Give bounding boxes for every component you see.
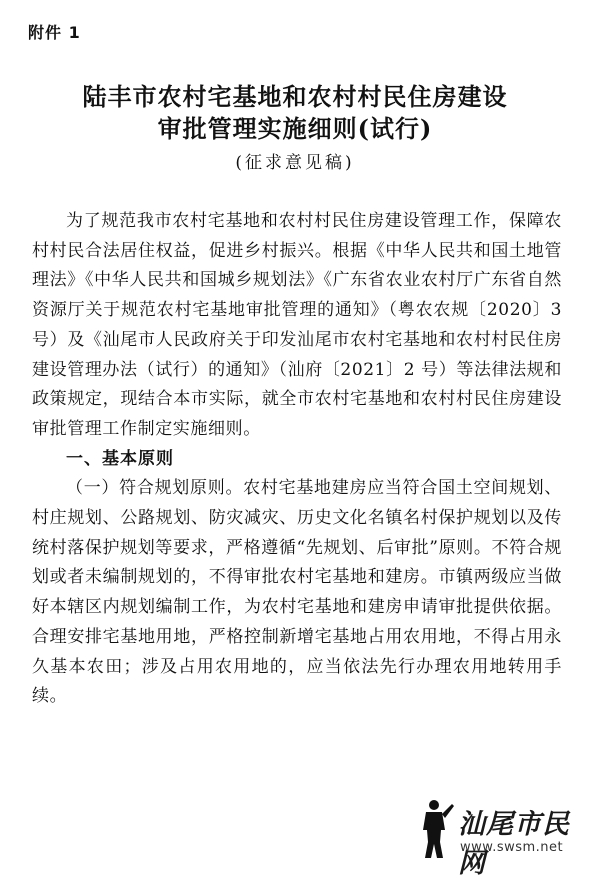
document-title-line-1: 陆丰市农村宅基地和农村村民住房建设 <box>82 82 508 111</box>
document-body <box>32 207 562 712</box>
document-title-line-2: 审批管理实施细则(试行) <box>157 114 433 143</box>
section-paragraph: （一）符合规划原则。农村宅基地建房应当符合国土空间规划、村庄规划、公路规划、防灾减灾、历史文化名镇名村保护规划以及传统村落保护规划等要求，严格遵循“先规划、后审批”原则。不符合规划或者未编制规划的，不得审批农村宅基地和建房。市镇两级应当做好本辖区内规划编制工作，为农村宅基地和建房申请审批提供依据。合理安排宅基地用地，严格控制新增宅基地占用农用地，不得占用永久基本农田；涉及占用农用地的，应当依法先行办理农用地转用手续。 <box>32 478 562 707</box>
watermark-logo-text: 汕尾市民网 <box>458 809 570 879</box>
intro-paragraph: 为了规范我市农村宅基地和农村村民住房建设管理工作，保障农村村民合法居住权益，促进乡村振兴。根据《中华人民共和国土地管理法》《中华人民共和国城乡规划法》《广东省农业农村厅广东省自然资源厅关于规范农村宅基地审批管理的通知》（粤农农规〔2020〕3 号）及《汕尾市人民政府关于印发汕尾市农村宅基地和农村村民住房建设管理办法（试行）的通知》（汕府〔2021〕2 号）等法律法规和政策规定，现结合本市实际，就全市农村宅基地和农村村民住房建设审批管理工作制定实施细则。 <box>32 211 562 439</box>
figure-silhouette-icon <box>414 798 458 860</box>
watermark-url: www.swsm.net <box>460 840 564 855</box>
section-heading: 一、基本原则 <box>66 448 174 469</box>
attachment-label: 附件 1 <box>28 23 81 42</box>
document-subtitle: (征求意见稿) <box>235 153 355 173</box>
site-watermark <box>414 798 584 879</box>
